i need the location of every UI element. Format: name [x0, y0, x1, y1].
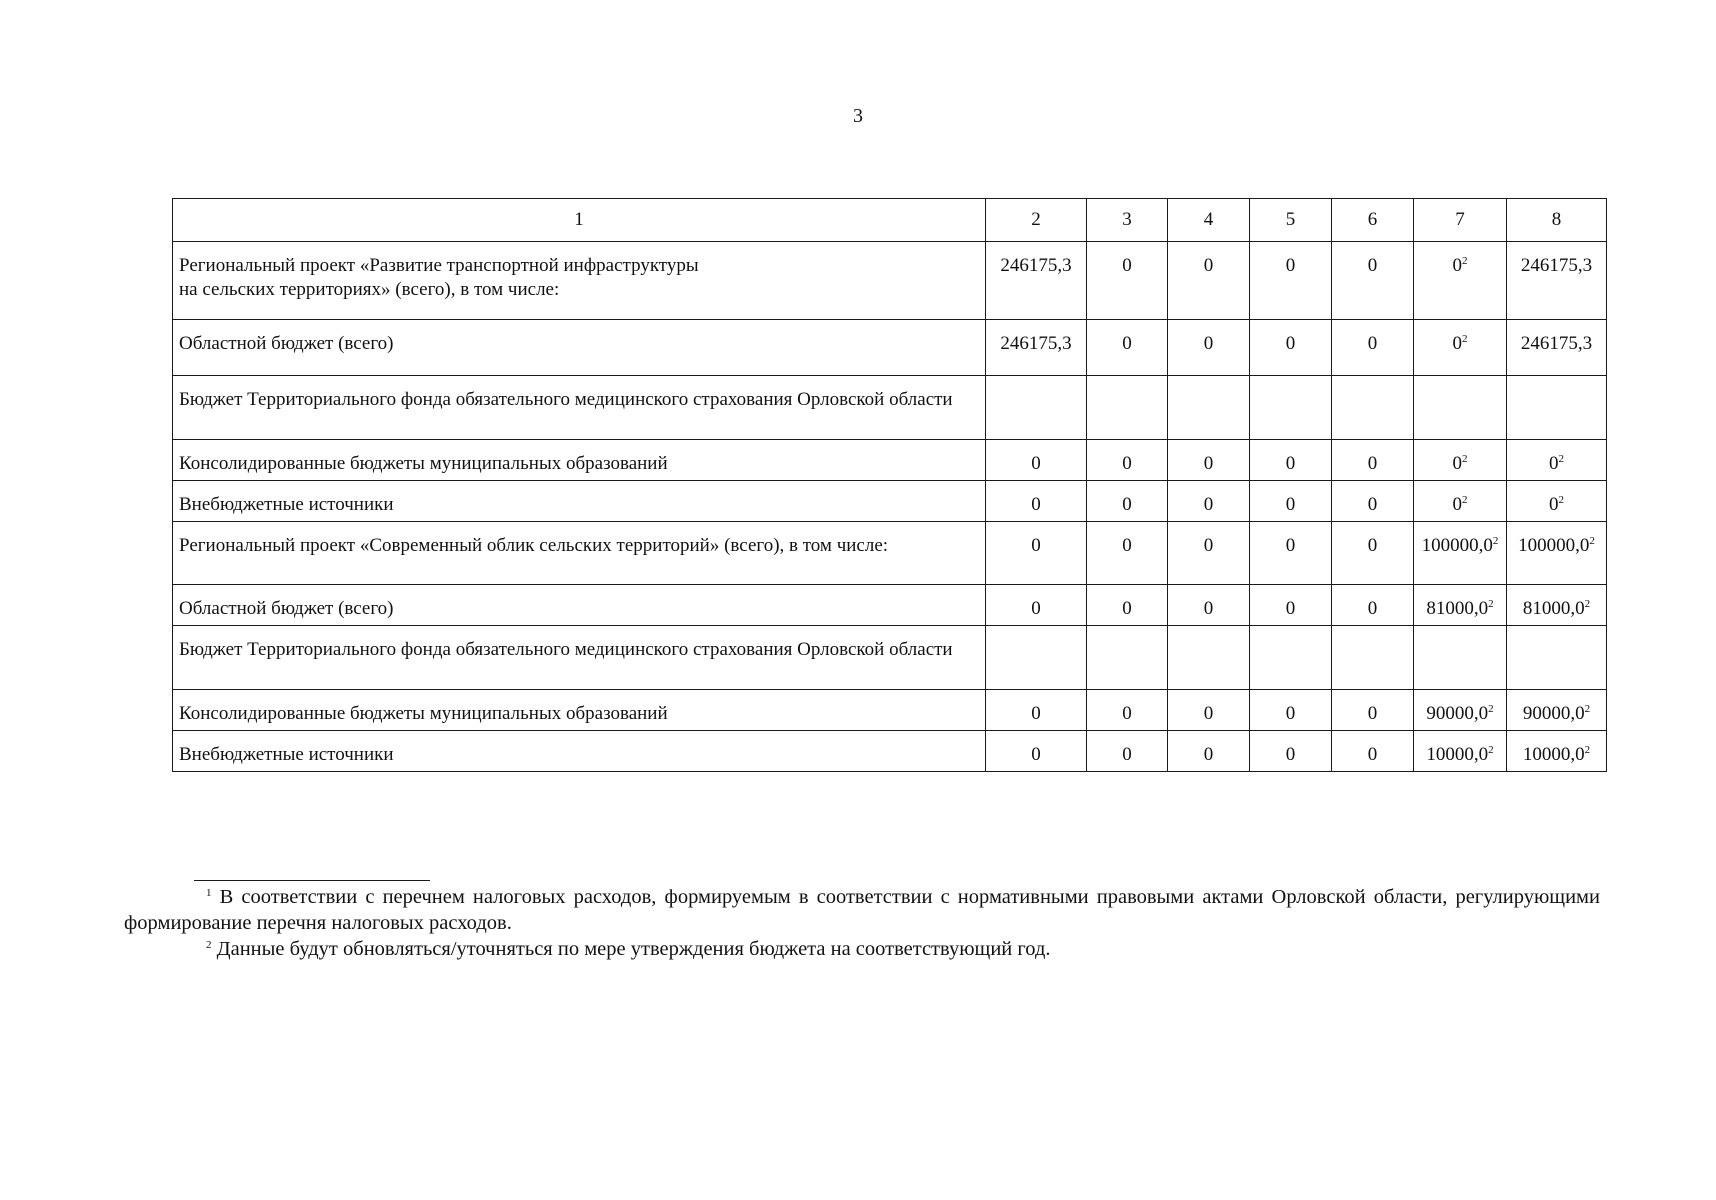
footnote-mark: 1	[206, 887, 212, 899]
cell-value: 0	[1285, 535, 1296, 556]
cell-value: 0	[1367, 333, 1378, 354]
row-label: Региональный проект «Современный облик сельских территорий» (всего), в том числе:	[173, 522, 986, 585]
table-row	[173, 585, 1607, 626]
value-cell	[1414, 242, 1507, 320]
column-header: 1	[173, 199, 986, 242]
value-cell	[1332, 376, 1414, 440]
footnote-ref: 2	[1462, 494, 1468, 506]
value-cell	[1332, 731, 1414, 772]
footnote-ref: 2	[1589, 535, 1595, 547]
page-number: 3	[853, 105, 863, 127]
value-cell	[1414, 731, 1507, 772]
cell-value: 0	[1203, 494, 1214, 515]
footnote-ref: 2	[1462, 453, 1468, 465]
column-header: 8	[1507, 199, 1607, 242]
value-cell	[1087, 376, 1168, 440]
table-row	[173, 481, 1607, 522]
cell-value: 0	[1031, 703, 1041, 724]
table-row	[173, 690, 1607, 731]
cell-value: 0	[1203, 598, 1214, 619]
cell-value: 0	[1031, 494, 1041, 515]
table-row	[173, 440, 1607, 481]
value-cell	[986, 690, 1087, 731]
cell-value: 0	[1367, 744, 1378, 765]
cell-value: 10000,0	[1426, 744, 1489, 765]
footnote-ref: 2	[1488, 744, 1494, 756]
cell-value: 0	[1122, 744, 1132, 765]
value-cell	[1087, 481, 1168, 522]
value-cell	[1507, 242, 1607, 320]
footnote-ref: 2	[1462, 333, 1468, 345]
cell-value: 0	[1367, 255, 1378, 276]
footnote-ref: 2	[1584, 744, 1591, 756]
footnote-ref: 2	[1558, 494, 1564, 506]
value-cell	[1414, 585, 1507, 626]
cell-value: 246175,3	[1000, 255, 1072, 276]
table-row	[173, 731, 1607, 772]
table-row	[173, 626, 1607, 690]
cell-value: 0	[1203, 255, 1214, 276]
row-label: Внебюджетные источники	[173, 481, 986, 522]
cell-value: 0	[1452, 494, 1462, 515]
cell-value: 0	[1203, 535, 1214, 556]
value-cell	[1507, 731, 1607, 772]
value-cell	[986, 585, 1087, 626]
column-header: 3	[1087, 199, 1168, 242]
table-row	[173, 242, 1607, 320]
value-cell	[1168, 731, 1250, 772]
cell-value: 0	[1285, 598, 1296, 619]
value-cell	[1087, 440, 1168, 481]
row-label: Областной бюджет (всего)	[173, 585, 986, 626]
cell-value: 0	[1122, 333, 1132, 354]
value-cell	[1250, 376, 1332, 440]
cell-value: 0	[1549, 494, 1559, 515]
footnote-ref: 2	[1558, 453, 1564, 465]
column-header: 6	[1332, 199, 1414, 242]
value-cell	[1507, 376, 1607, 440]
footnote	[124, 936, 1600, 962]
row-label: Региональный проект «Развитие транспортной инфраструктуры на сельских территориях» (всего), в том числе:	[173, 242, 986, 320]
value-cell	[1507, 320, 1607, 376]
value-cell	[1087, 690, 1168, 731]
cell-value: 0	[1285, 255, 1296, 276]
value-cell	[1087, 242, 1168, 320]
value-cell	[1087, 626, 1168, 690]
cell-value: 246175,3	[1520, 255, 1593, 276]
footnote-ref: 2	[1584, 598, 1591, 610]
cell-value: 0	[1285, 703, 1296, 724]
budget-table	[172, 198, 1607, 772]
cell-value: 0	[1122, 453, 1132, 474]
cell-value: 0	[1367, 494, 1378, 515]
value-cell	[986, 626, 1087, 690]
table-row	[173, 320, 1607, 376]
cell-value: 10000,0	[1522, 744, 1585, 765]
value-cell	[1168, 585, 1250, 626]
row-label: Внебюджетные источники	[173, 731, 986, 772]
footnote-ref: 2	[1488, 703, 1494, 715]
value-cell	[1332, 481, 1414, 522]
value-cell	[1414, 481, 1507, 522]
cell-value: 0	[1285, 494, 1296, 515]
footnote-ref: 2	[1492, 535, 1499, 547]
value-cell	[986, 522, 1087, 585]
table-header-row	[173, 199, 1607, 242]
value-cell	[986, 242, 1087, 320]
value-cell	[1250, 626, 1332, 690]
cell-value: 0	[1285, 744, 1296, 765]
value-cell	[1250, 320, 1332, 376]
value-cell	[1414, 376, 1507, 440]
value-cell	[1168, 481, 1250, 522]
value-cell	[1507, 626, 1607, 690]
cell-value: 0	[1549, 453, 1559, 474]
value-cell	[1087, 522, 1168, 585]
value-cell	[986, 320, 1087, 376]
cell-value: 0	[1367, 703, 1378, 724]
cell-value: 0	[1122, 598, 1132, 619]
cell-value: 90000,0	[1522, 703, 1585, 724]
value-cell	[986, 731, 1087, 772]
table-row	[173, 522, 1607, 585]
cell-value: 100000,0	[1421, 535, 1493, 556]
value-cell	[1507, 440, 1607, 481]
value-cell	[1414, 522, 1507, 585]
value-cell	[1332, 440, 1414, 481]
row-label: Бюджет Территориального фонда обязательного медицинского страхования Орловской области	[173, 376, 986, 440]
cell-value: 246175,3	[1000, 333, 1072, 354]
cell-value: 0	[1203, 453, 1214, 474]
value-cell	[1414, 690, 1507, 731]
value-cell	[1332, 320, 1414, 376]
cell-value: 0	[1031, 598, 1041, 619]
cell-value: 0	[1203, 333, 1214, 354]
value-cell	[1168, 522, 1250, 585]
cell-value: 0	[1122, 255, 1132, 276]
footnote-ref: 2	[1584, 703, 1591, 715]
value-cell	[1087, 731, 1168, 772]
cell-value: 90000,0	[1426, 703, 1489, 724]
column-header: 2	[986, 199, 1087, 242]
value-cell	[1332, 690, 1414, 731]
value-cell	[1087, 585, 1168, 626]
value-cell	[1332, 522, 1414, 585]
value-cell	[1414, 440, 1507, 481]
footnote-mark: 2	[206, 939, 212, 951]
footnote-text: В соответствии с перечнем налоговых расходов, формируемым в соответствии с нормативными правовыми актами Орловской области, регулирующими формирование перечня налоговых расходов.	[124, 886, 1601, 934]
footnote-ref: 2	[1462, 255, 1468, 267]
cell-value: 0	[1203, 744, 1214, 765]
value-cell	[1168, 440, 1250, 481]
cell-value: 0	[1452, 333, 1462, 354]
cell-value: 246175,3	[1520, 333, 1593, 354]
cell-value: 0	[1031, 535, 1041, 556]
row-label: Бюджет Территориального фонда обязательного медицинского страхования Орловской области	[173, 626, 986, 690]
footnote-text: Данные будут обновляться/уточняться по мере утверждения бюджета на соответствующий год.	[216, 938, 1051, 960]
cell-value: 0	[1367, 598, 1378, 619]
cell-value: 0	[1285, 453, 1296, 474]
value-cell	[1168, 242, 1250, 320]
cell-value: 0	[1031, 453, 1041, 474]
value-cell	[1250, 440, 1332, 481]
value-cell	[1250, 522, 1332, 585]
cell-value: 0	[1285, 333, 1296, 354]
value-cell	[1168, 690, 1250, 731]
cell-value: 0	[1367, 453, 1378, 474]
value-cell	[1507, 585, 1607, 626]
value-cell	[1507, 481, 1607, 522]
value-cell	[1250, 690, 1332, 731]
value-cell	[1507, 522, 1607, 585]
value-cell	[1332, 242, 1414, 320]
row-label: Консолидированные бюджеты муниципальных образований	[173, 440, 986, 481]
footnote-separator	[194, 880, 430, 881]
value-cell	[1168, 626, 1250, 690]
column-header: 4	[1168, 199, 1250, 242]
value-cell	[986, 440, 1087, 481]
cell-value: 0	[1122, 535, 1132, 556]
cell-value: 81000,0	[1522, 598, 1585, 619]
cell-value: 0	[1122, 703, 1132, 724]
footnotes	[124, 884, 1600, 962]
footnote-ref: 2	[1488, 598, 1494, 610]
cell-value: 0	[1452, 453, 1462, 474]
value-cell	[1414, 320, 1507, 376]
cell-value: 0	[1452, 255, 1462, 276]
cell-value: 0	[1203, 703, 1214, 724]
value-cell	[1168, 320, 1250, 376]
table-body	[173, 242, 1607, 772]
value-cell	[1250, 242, 1332, 320]
value-cell	[1250, 585, 1332, 626]
value-cell	[1250, 731, 1332, 772]
cell-value: 100000,0	[1518, 535, 1590, 556]
value-cell	[1414, 626, 1507, 690]
value-cell	[986, 376, 1087, 440]
value-cell	[1250, 481, 1332, 522]
column-header: 5	[1250, 199, 1332, 242]
column-header: 7	[1414, 199, 1507, 242]
value-cell	[986, 481, 1087, 522]
value-cell	[1168, 376, 1250, 440]
value-cell	[1507, 690, 1607, 731]
row-label: Консолидированные бюджеты муниципальных образований	[173, 690, 986, 731]
cell-value: 81000,0	[1426, 598, 1489, 619]
cell-value: 0	[1122, 494, 1132, 515]
footnote	[124, 884, 1600, 936]
row-label: Областной бюджет (всего)	[173, 320, 986, 376]
value-cell	[1087, 320, 1168, 376]
cell-value: 0	[1031, 744, 1041, 765]
cell-value: 0	[1367, 535, 1378, 556]
table-row	[173, 376, 1607, 440]
value-cell	[1332, 626, 1414, 690]
value-cell	[1332, 585, 1414, 626]
